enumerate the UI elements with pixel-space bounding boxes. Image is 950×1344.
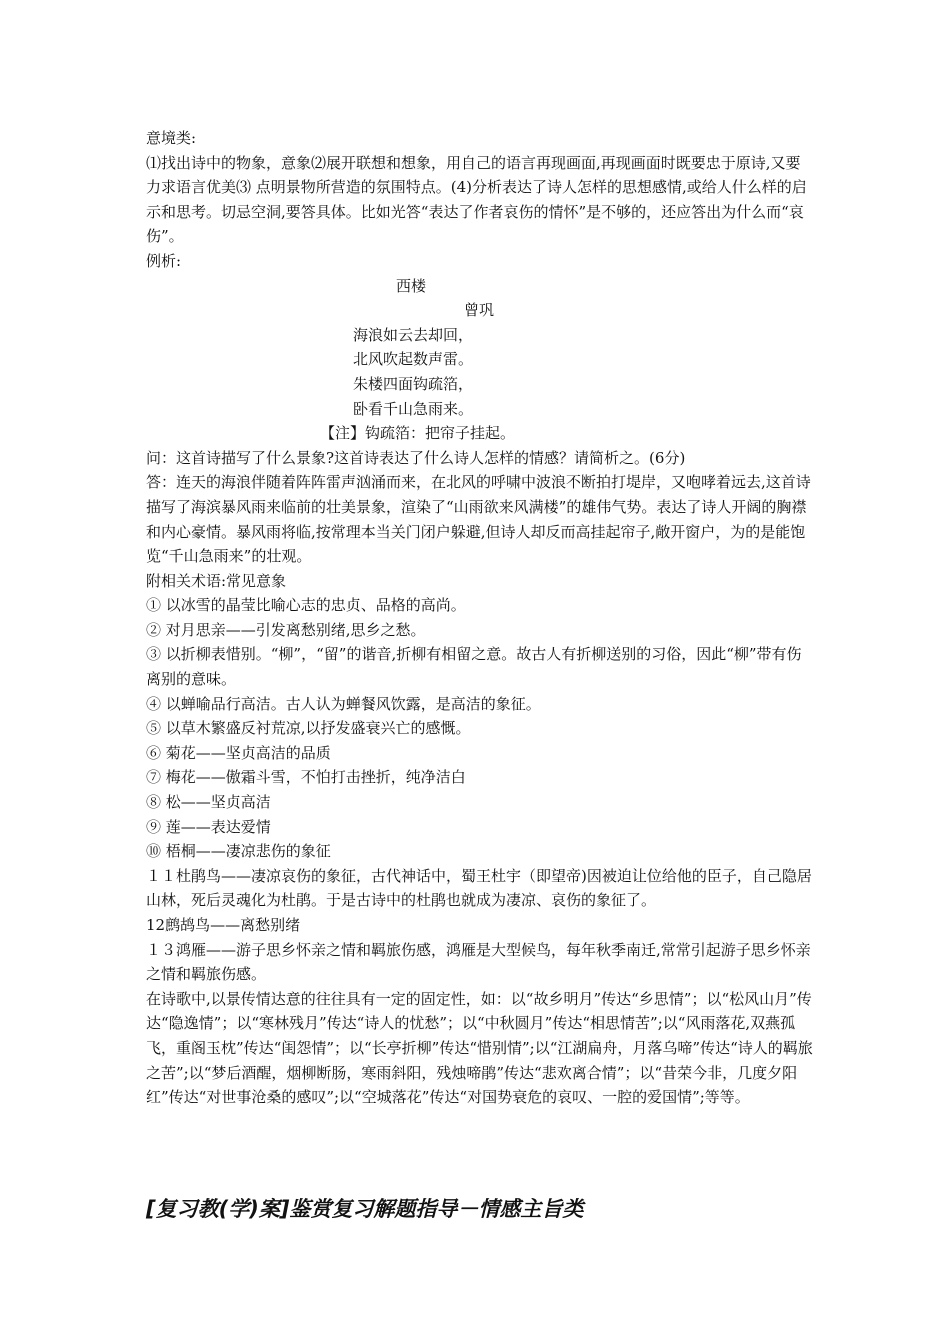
question-text: 问：这首诗描写了什么景象?这首诗表达了什么诗人怎样的情感？请简析之。(6分) xyxy=(146,448,686,467)
example-label: 例析: xyxy=(146,251,182,270)
answer-text: 答：连天的海浪伴随着阵阵雷声汹涌而来，在北风的呼啸中波浪不断拍打堤岸，又咆哮着远去,这首诗描写了海滨暴风雨来临前的壮美景象，渲染了“山雨欲来风满楼”的雄伟气势。表达了诗人开阔的胸襟和内心豪情。暴风雨将临,按常理本当关门闭户躲避,但诗人却反而高挂起帘子,敞开窗户，为的是能饱览“千山急雨来”的壮观。 xyxy=(146,473,811,566)
imagery-item: ⑥ 菊花——坚贞高洁的品质 xyxy=(146,743,331,762)
imagery-item: ③ 以折柳表惜别。“柳”，“留”的谐音,折柳有相留之意。故古人有折柳送别的习俗，因此“柳”带有伤离别的意味。 xyxy=(146,645,802,689)
poem-line: 海浪如云去却回， xyxy=(353,325,474,344)
poem-line: 卧看千山急雨来。 xyxy=(353,399,474,418)
document-body xyxy=(146,126,814,1110)
imagery-item: ⑧ 松——坚贞高洁 xyxy=(146,793,271,812)
imagery-list xyxy=(146,593,814,987)
closing-paragraph: 在诗歌中,以景传情达意的往往具有一定的固定性，如：以“故乡明月”传达“乡思情”；以“松风山月”传达“隐逸情”；以“寒林残月”传达“诗人的忧愁”；以“中秋圆月”传达“相思情苦”;以“风雨落花,双燕孤飞，重阁玉枕”传达“闺怨情”；以“长亭折柳”传达“惜别情”;以“江湖扁舟，月落乌啼”传达“诗人的羁旅之苦”;以“梦后酒醒，烟柳断肠，寒雨斜阳，残烛啼鹃”传达“悲欢离合情”；以“昔荣今非，几度夕阳红”传达“对世事沧桑的感叹”;以“空城落花”传达“对国势衰危的哀叹、一腔的爱国情”;等等。 xyxy=(146,989,813,1107)
imagery-item: ⑨ 莲——表达爱情 xyxy=(146,817,271,836)
next-section-heading: [复习教(学)案]鉴赏复习解题指导－情感主旨类 xyxy=(146,1197,584,1221)
poem-block xyxy=(146,274,814,446)
poem-line: 朱楼四面钩疏箔， xyxy=(353,374,474,393)
method-paragraph: ⑴找出诗中的物象，意象⑵展开联想和想象，用自己的语言再现画面,再现画面时既要忠于原诗,又要力求语言优美⑶ 点明景物所营造的氛围特点。(4)分析表达了诗人怎样的思想感情,或给人什么样的启示和思考。切忌空洞,要答具体。比如光答“表达了作者哀伤的情怀”是不够的，还应答出为什么而“哀伤”。 xyxy=(146,153,807,246)
poem-line: 北风吹起数声雷。 xyxy=(353,350,474,369)
poem-note: 【注】钩疏箔：把帘子挂起。 xyxy=(320,424,516,443)
imagery-item: ② 对月思亲——引发离愁别绪,思乡之愁。 xyxy=(146,620,426,639)
imagery-item: ① 以冰雪的晶莹比喻心志的忠贞、品格的高尚。 xyxy=(146,596,466,615)
appendix-label: 附相关术语:常见意象 xyxy=(146,571,287,590)
imagery-item: ⑩ 梧桐——凄凉悲伤的象征 xyxy=(146,842,331,861)
poem-author: 曾巩 xyxy=(464,301,495,320)
section-label: 意境类: xyxy=(146,129,197,147)
imagery-item: １３鸿雁——游子思乡怀亲之情和羁旅伤感，鸿雁是大型候鸟，每年秋季南迁,常常引起游子思乡怀亲之情和羁旅伤感。 xyxy=(146,940,811,984)
imagery-item: ⑦ 梅花——傲霜斗雪，不怕打击挫折，纯净洁白 xyxy=(146,768,466,787)
poem-title: 西楼 xyxy=(396,276,427,295)
imagery-item: １１杜鹃鸟——凄凉哀伤的象征，古代神话中，蜀王杜宇（即望帝)因被迫让位给他的臣子，自己隐居山林，死后灵魂化为杜鹃。于是古诗中的杜鹃也就成为凄凉、哀伤的象征了。 xyxy=(146,866,812,910)
imagery-item: 12鹧鸪鸟——离愁别绪 xyxy=(146,916,301,934)
imagery-item: ④ 以蝉喻品行高洁。古人认为蝉餐风饮露，是高洁的象征。 xyxy=(146,694,541,713)
imagery-item: ⑤ 以草木繁盛反衬荒凉,以抒发盛衰兴亡的感慨。 xyxy=(146,719,471,738)
